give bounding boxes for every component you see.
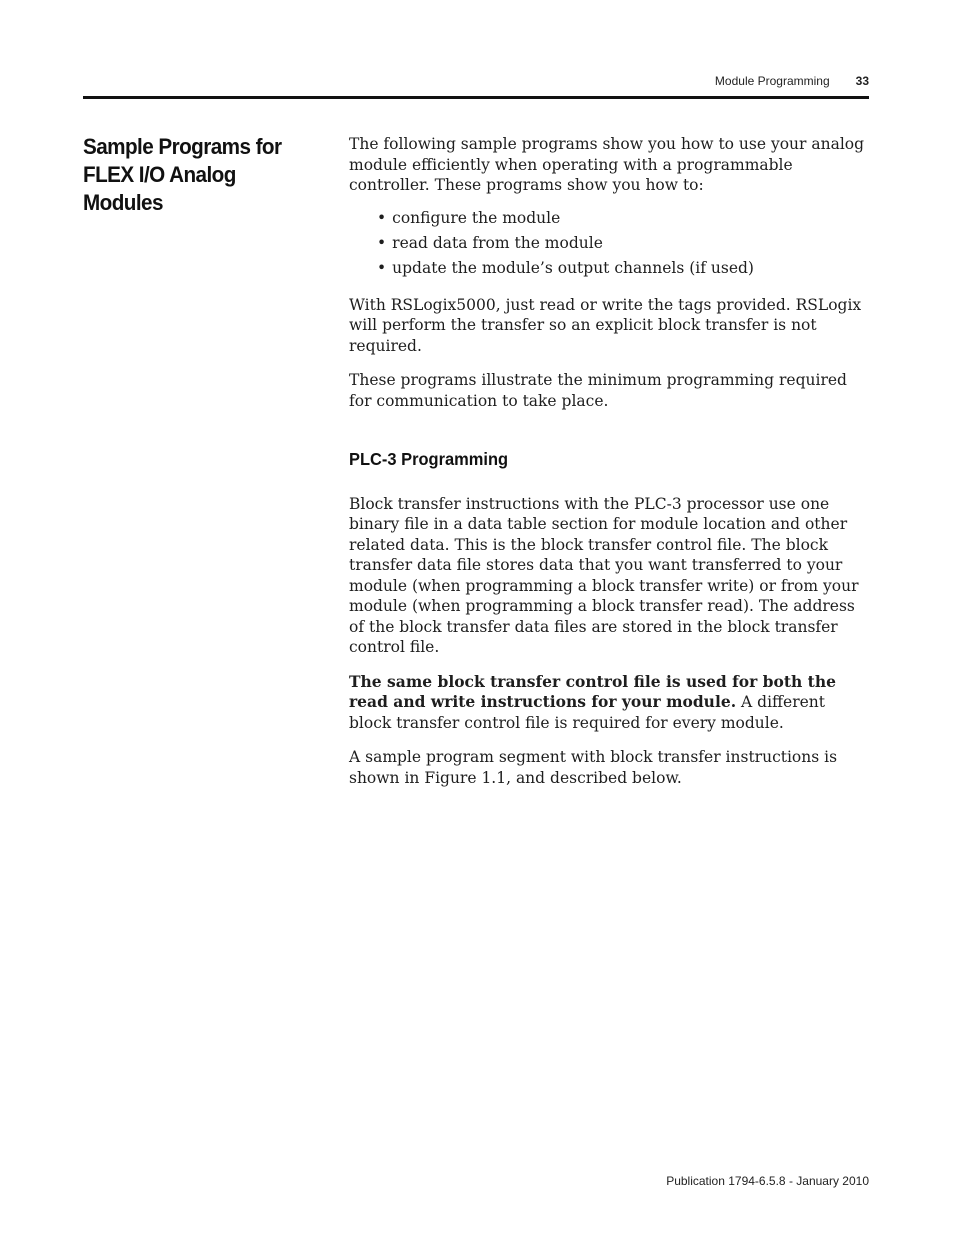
list-item: • update the module’s output channels (if used) — [377, 258, 754, 277]
publication-footer: Publication 1794-6.5.8 - January 2010 — [666, 1174, 869, 1188]
running-header — [715, 74, 869, 88]
plc3-paragraph-2 — [349, 672, 869, 734]
plc3-heading: PLC-3 Programming — [349, 449, 509, 469]
plc3-paragraph-1: Block transfer instructions with the PLC-3 processor use one binary file in a data table section for module location and other related data. This is the block transfer control file. The block transfer data file stores data that you want transferred to your module (when programming a block transfer write) or from your module (when programming a block transfer read). The address of the block transfer data files are stored in the block transfer control file. — [349, 494, 859, 656]
header-section-title: Module Programming — [714, 74, 830, 88]
main-content — [349, 134, 869, 802]
plc3-emphasis: The same block transfer control file is used for both the read and write instructions for your module. — [349, 671, 836, 711]
task-list — [349, 206, 869, 281]
bullet-icon: • — [377, 208, 387, 227]
page-number: 33 — [855, 74, 869, 88]
plc3-paragraph-2-rest: A different block transfer control file is required for every module. — [349, 693, 826, 732]
header-rule — [83, 96, 869, 99]
list-item: • read data from the module — [377, 233, 603, 252]
minimum-note: These programs illustrate the minimum programming required for communication to take place. — [349, 371, 847, 410]
plc3-paragraph-3: A sample program segment with block transfer instructions is shown in Figure 1.1, and described below. — [349, 748, 838, 787]
list-item: • configure the module — [377, 208, 561, 227]
section-title: Sample Programs for FLEX I/O Analog Modules — [83, 134, 282, 215]
bullet-icon: • — [377, 258, 387, 277]
bullet-icon: • — [377, 233, 387, 252]
intro-paragraph: The following sample programs show you how to use your analog module efficiently when operating with a programmable controller. These programs show you how to: — [349, 135, 865, 194]
rslogix-note: With RSLogix5000, just read or write the tags provided. RSLogix will perform the transfer so an explicit block transfer is not required. — [349, 295, 862, 355]
